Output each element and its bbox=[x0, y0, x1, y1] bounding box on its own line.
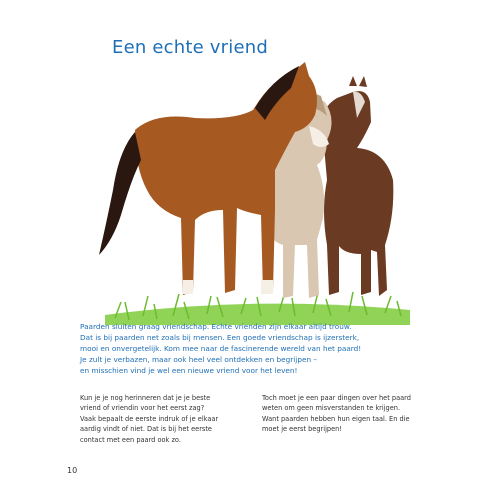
intro-paragraph bbox=[80, 321, 425, 376]
intro-line: Paarden sluiten graag vriendschap. Echte vrienden zijn elkaar altijd trouw. bbox=[80, 322, 352, 331]
body-line: Want paarden hebben hun eigen taal. En die bbox=[262, 414, 410, 423]
body-line: moet je eerst begrijpen! bbox=[262, 425, 342, 434]
intro-line: mooi en onvergetelijk. Kom mee naar de fascinerende wereld van het paard! bbox=[80, 344, 362, 353]
body-line: contact met een paard ook zo. bbox=[80, 435, 181, 444]
intro-line: Dat is bij paarden net zoals bij mensen. Een goede vriendschap is ijzersterk, bbox=[80, 333, 360, 342]
body-line: weten om geen misverstanden te krijgen. bbox=[262, 404, 401, 413]
intro-line: en misschien vind je wel een nieuwe vriend voor het leven! bbox=[80, 366, 298, 375]
body-line: Kun je je nog herinneren dat je je beste bbox=[80, 394, 211, 402]
intro-line: Je zult je verbazen, maar ook heel veel ontdekken en begrijpen – bbox=[80, 355, 318, 364]
dark-bay-horse bbox=[322, 76, 394, 296]
body-line: aardig vindt of niet. Dat is bij het eerste bbox=[80, 425, 212, 434]
page-number: 10 bbox=[67, 466, 78, 475]
body-line: Toch moet je een paar dingen over het paard bbox=[262, 394, 411, 402]
page-title: Een echte vriend bbox=[112, 37, 268, 58]
right-column-text bbox=[262, 393, 432, 435]
body-line: vriend of vriendin voor het eerst zag? bbox=[80, 404, 205, 413]
left-column-text bbox=[80, 393, 250, 445]
horses-illustration bbox=[95, 40, 425, 325]
body-line: Vaak bepaalt de eerste indruk of je elkaar bbox=[80, 414, 219, 423]
